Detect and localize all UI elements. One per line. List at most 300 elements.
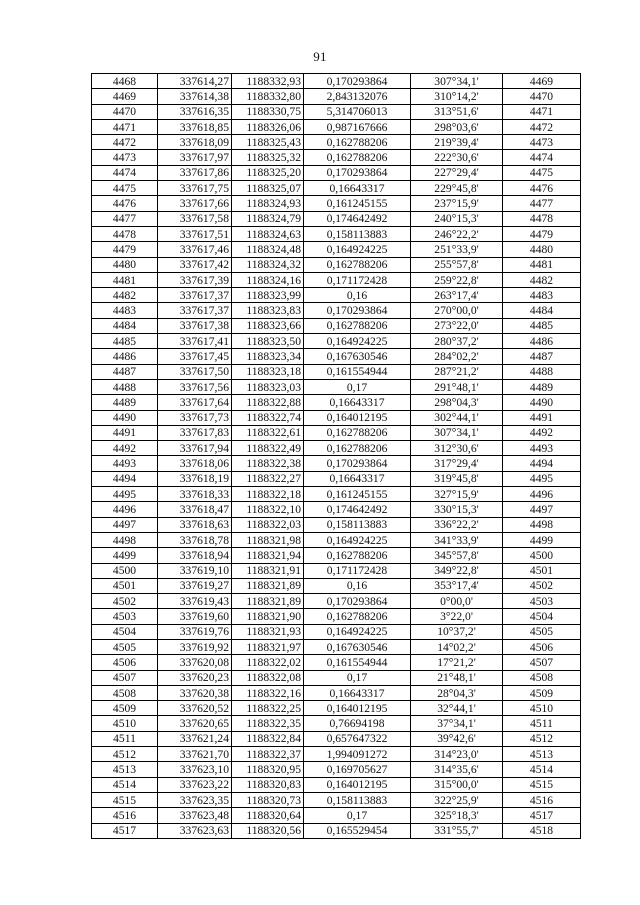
bearing-cell: 317°29,4'	[411, 456, 503, 471]
bearing-cell: 259°22,8'	[411, 272, 503, 287]
next-point-cell: 4487	[503, 349, 581, 364]
next-point-cell: 4469	[503, 74, 581, 89]
table-row	[92, 104, 581, 119]
y-coordinate-cell: 1188324,16	[232, 272, 304, 287]
y-coordinate-cell: 1188325,07	[232, 181, 304, 196]
distance-cell: 0,171172428	[304, 272, 411, 287]
table-row	[92, 211, 581, 226]
y-coordinate-cell: 1188322,84	[232, 731, 304, 746]
next-point-cell: 4475	[503, 165, 581, 180]
bearing-cell: 312°30,6'	[411, 441, 503, 456]
distance-cell: 0,17	[304, 379, 411, 394]
point-number-cell: 4503	[92, 609, 158, 624]
point-number-cell: 4484	[92, 318, 158, 333]
x-coordinate-cell: 337617,37	[158, 303, 232, 318]
y-coordinate-cell: 1188325,32	[232, 150, 304, 165]
point-number-cell: 4480	[92, 257, 158, 272]
next-point-cell: 4501	[503, 563, 581, 578]
next-point-cell: 4506	[503, 639, 581, 654]
next-point-cell: 4483	[503, 288, 581, 303]
next-point-cell: 4498	[503, 517, 581, 532]
next-point-cell: 4510	[503, 701, 581, 716]
point-number-cell: 4512	[92, 747, 158, 762]
table-row	[92, 74, 581, 89]
y-coordinate-cell: 1188322,38	[232, 456, 304, 471]
next-point-cell: 4478	[503, 211, 581, 226]
bearing-cell: 307°34,1'	[411, 74, 503, 89]
point-number-cell: 4498	[92, 532, 158, 547]
x-coordinate-cell: 337618,19	[158, 471, 232, 486]
x-coordinate-cell: 337617,86	[158, 165, 232, 180]
x-coordinate-cell: 337618,85	[158, 119, 232, 134]
table-row	[92, 379, 581, 394]
x-coordinate-cell: 337617,41	[158, 334, 232, 349]
table-row	[92, 165, 581, 180]
point-number-cell: 4506	[92, 655, 158, 670]
next-point-cell: 4512	[503, 731, 581, 746]
table-row	[92, 242, 581, 257]
point-number-cell: 4471	[92, 119, 158, 134]
bearing-cell: 353°17,4'	[411, 578, 503, 593]
bearing-cell: 315°00,0'	[411, 777, 503, 792]
distance-cell: 0,161554944	[304, 655, 411, 670]
table-row	[92, 747, 581, 762]
x-coordinate-cell: 337616,35	[158, 104, 232, 119]
point-number-cell: 4482	[92, 288, 158, 303]
next-point-cell: 4504	[503, 609, 581, 624]
table-row	[92, 808, 581, 823]
distance-cell: 0,987167666	[304, 119, 411, 134]
bearing-cell: 302°44,1'	[411, 410, 503, 425]
next-point-cell: 4488	[503, 364, 581, 379]
distance-cell: 0,164924225	[304, 334, 411, 349]
bearing-cell: 237°15,9'	[411, 196, 503, 211]
y-coordinate-cell: 1188322,61	[232, 425, 304, 440]
y-coordinate-cell: 1188320,56	[232, 823, 304, 838]
x-coordinate-cell: 337617,56	[158, 379, 232, 394]
y-coordinate-cell: 1188332,93	[232, 74, 304, 89]
y-coordinate-cell: 1188324,93	[232, 196, 304, 211]
x-coordinate-cell: 337618,06	[158, 456, 232, 471]
bearing-cell: 229°45,8'	[411, 181, 503, 196]
y-coordinate-cell: 1188324,32	[232, 257, 304, 272]
y-coordinate-cell: 1188322,74	[232, 410, 304, 425]
distance-cell: 0,16643317	[304, 685, 411, 700]
y-coordinate-cell: 1188322,08	[232, 670, 304, 685]
table-row	[92, 517, 581, 532]
point-number-cell: 4511	[92, 731, 158, 746]
next-point-cell: 4511	[503, 716, 581, 731]
bearing-cell: 222°30,6'	[411, 150, 503, 165]
table-row	[92, 471, 581, 486]
y-coordinate-cell: 1188321,98	[232, 532, 304, 547]
point-number-cell: 4496	[92, 502, 158, 517]
y-coordinate-cell: 1188322,10	[232, 502, 304, 517]
distance-cell: 0,164924225	[304, 242, 411, 257]
y-coordinate-cell: 1188322,16	[232, 685, 304, 700]
distance-cell: 0,162788206	[304, 135, 411, 150]
y-coordinate-cell: 1188321,90	[232, 609, 304, 624]
next-point-cell: 4516	[503, 792, 581, 807]
table-row	[92, 349, 581, 364]
distance-cell: 0,162788206	[304, 609, 411, 624]
next-point-cell: 4492	[503, 425, 581, 440]
point-number-cell: 4474	[92, 165, 158, 180]
next-point-cell: 4494	[503, 456, 581, 471]
bearing-cell: 246°22,2'	[411, 226, 503, 241]
table-row	[92, 410, 581, 425]
next-point-cell: 4496	[503, 487, 581, 502]
x-coordinate-cell: 337620,52	[158, 701, 232, 716]
distance-cell: 0,171172428	[304, 563, 411, 578]
distance-cell: 0,170293864	[304, 303, 411, 318]
x-coordinate-cell: 337617,39	[158, 272, 232, 287]
next-point-cell: 4479	[503, 226, 581, 241]
bearing-cell: 273°22,0'	[411, 318, 503, 333]
x-coordinate-cell: 337617,83	[158, 425, 232, 440]
bearing-cell: 298°03,6'	[411, 119, 503, 134]
point-number-cell: 4500	[92, 563, 158, 578]
table-row	[92, 823, 581, 838]
bearing-cell: 10°37,2'	[411, 624, 503, 639]
distance-cell: 0,162788206	[304, 150, 411, 165]
point-number-cell: 4481	[92, 272, 158, 287]
point-number-cell: 4499	[92, 548, 158, 563]
y-coordinate-cell: 1188332,80	[232, 89, 304, 104]
distance-cell: 0,158113883	[304, 226, 411, 241]
bearing-cell: 0°00,0'	[411, 594, 503, 609]
x-coordinate-cell: 337617,45	[158, 349, 232, 364]
next-point-cell: 4471	[503, 104, 581, 119]
distance-cell: 0,161245155	[304, 196, 411, 211]
bearing-cell: 28°04,3'	[411, 685, 503, 700]
point-number-cell: 4508	[92, 685, 158, 700]
next-point-cell: 4489	[503, 379, 581, 394]
table-row	[92, 272, 581, 287]
table-row	[92, 563, 581, 578]
table-row	[92, 609, 581, 624]
distance-cell: 0,17	[304, 670, 411, 685]
x-coordinate-cell: 337619,43	[158, 594, 232, 609]
x-coordinate-cell: 337619,27	[158, 578, 232, 593]
distance-cell: 0,167630546	[304, 349, 411, 364]
table-row	[92, 441, 581, 456]
distance-cell: 0,164924225	[304, 624, 411, 639]
bearing-cell: 3°22,0'	[411, 609, 503, 624]
next-point-cell: 4499	[503, 532, 581, 547]
point-number-cell: 4492	[92, 441, 158, 456]
bearing-cell: 255°57,8'	[411, 257, 503, 272]
next-point-cell: 4486	[503, 334, 581, 349]
next-point-cell: 4480	[503, 242, 581, 257]
table-row	[92, 578, 581, 593]
table-row	[92, 777, 581, 792]
bearing-cell: 240°15,3'	[411, 211, 503, 226]
bearing-cell: 327°15,9'	[411, 487, 503, 502]
y-coordinate-cell: 1188320,73	[232, 792, 304, 807]
bearing-cell: 330°15,3'	[411, 502, 503, 517]
distance-cell: 0,170293864	[304, 456, 411, 471]
x-coordinate-cell: 337620,65	[158, 716, 232, 731]
x-coordinate-cell: 337619,60	[158, 609, 232, 624]
point-number-cell: 4490	[92, 410, 158, 425]
next-point-cell: 4517	[503, 808, 581, 823]
distance-cell: 0,164924225	[304, 532, 411, 547]
y-coordinate-cell: 1188321,91	[232, 563, 304, 578]
x-coordinate-cell: 337618,63	[158, 517, 232, 532]
distance-cell: 0,16	[304, 288, 411, 303]
y-coordinate-cell: 1188321,89	[232, 578, 304, 593]
next-point-cell: 4502	[503, 578, 581, 593]
bearing-cell: 251°33,9'	[411, 242, 503, 257]
table-row	[92, 364, 581, 379]
point-number-cell: 4475	[92, 181, 158, 196]
point-number-cell: 4479	[92, 242, 158, 257]
table-row	[92, 792, 581, 807]
x-coordinate-cell: 337614,38	[158, 89, 232, 104]
x-coordinate-cell: 337617,51	[158, 226, 232, 241]
coordinates-table	[91, 73, 581, 839]
point-number-cell: 4515	[92, 792, 158, 807]
distance-cell: 0,162788206	[304, 257, 411, 272]
distance-cell: 1,994091272	[304, 747, 411, 762]
bearing-cell: 319°45,8'	[411, 471, 503, 486]
table-row	[92, 181, 581, 196]
next-point-cell: 4507	[503, 655, 581, 670]
distance-cell: 0,657647322	[304, 731, 411, 746]
next-point-cell: 4515	[503, 777, 581, 792]
y-coordinate-cell: 1188326,06	[232, 119, 304, 134]
next-point-cell: 4491	[503, 410, 581, 425]
bearing-cell: 314°23,0'	[411, 747, 503, 762]
bearing-cell: 37°34,1'	[411, 716, 503, 731]
point-number-cell: 4504	[92, 624, 158, 639]
bearing-cell: 17°21,2'	[411, 655, 503, 670]
table-row	[92, 624, 581, 639]
bearing-cell: 280°37,2'	[411, 334, 503, 349]
table-row	[92, 303, 581, 318]
x-coordinate-cell: 337617,75	[158, 181, 232, 196]
bearing-cell: 270°00,0'	[411, 303, 503, 318]
distance-cell: 0,170293864	[304, 165, 411, 180]
table-row	[92, 318, 581, 333]
table-row	[92, 196, 581, 211]
point-number-cell: 4468	[92, 74, 158, 89]
x-coordinate-cell: 337614,27	[158, 74, 232, 89]
point-number-cell: 4507	[92, 670, 158, 685]
y-coordinate-cell: 1188323,03	[232, 379, 304, 394]
y-coordinate-cell: 1188322,27	[232, 471, 304, 486]
distance-cell: 0,170293864	[304, 74, 411, 89]
x-coordinate-cell: 337617,37	[158, 288, 232, 303]
y-coordinate-cell: 1188322,37	[232, 747, 304, 762]
point-number-cell: 4478	[92, 226, 158, 241]
next-point-cell: 4490	[503, 395, 581, 410]
x-coordinate-cell: 337620,23	[158, 670, 232, 685]
next-point-cell: 4518	[503, 823, 581, 838]
table-row	[92, 594, 581, 609]
table-row	[92, 716, 581, 731]
x-coordinate-cell: 337617,46	[158, 242, 232, 257]
x-coordinate-cell: 337620,08	[158, 655, 232, 670]
table-row	[92, 762, 581, 777]
point-number-cell: 4510	[92, 716, 158, 731]
y-coordinate-cell: 1188325,43	[232, 135, 304, 150]
point-number-cell: 4505	[92, 639, 158, 654]
distance-cell: 0,161554944	[304, 364, 411, 379]
x-coordinate-cell: 337617,38	[158, 318, 232, 333]
distance-cell: 0,165529454	[304, 823, 411, 838]
bearing-cell: 313°51,6'	[411, 104, 503, 119]
y-coordinate-cell: 1188321,89	[232, 594, 304, 609]
next-point-cell: 4470	[503, 89, 581, 104]
next-point-cell: 4474	[503, 150, 581, 165]
distance-cell: 0,16	[304, 578, 411, 593]
table-row	[92, 334, 581, 349]
bearing-cell: 284°02,2'	[411, 349, 503, 364]
next-point-cell: 4493	[503, 441, 581, 456]
distance-cell: 0,158113883	[304, 517, 411, 532]
distance-cell: 0,174642492	[304, 502, 411, 517]
x-coordinate-cell: 337618,33	[158, 487, 232, 502]
x-coordinate-cell: 337617,64	[158, 395, 232, 410]
x-coordinate-cell: 337617,58	[158, 211, 232, 226]
bearing-cell: 314°35,6'	[411, 762, 503, 777]
next-point-cell: 4485	[503, 318, 581, 333]
y-coordinate-cell: 1188322,49	[232, 441, 304, 456]
next-point-cell: 4497	[503, 502, 581, 517]
point-number-cell: 4513	[92, 762, 158, 777]
x-coordinate-cell: 337619,92	[158, 639, 232, 654]
bearing-cell: 345°57,8'	[411, 548, 503, 563]
next-point-cell: 4503	[503, 594, 581, 609]
distance-cell: 5,314706013	[304, 104, 411, 119]
bearing-cell: 32°44,1'	[411, 701, 503, 716]
distance-cell: 0,162788206	[304, 318, 411, 333]
x-coordinate-cell: 337623,10	[158, 762, 232, 777]
next-point-cell: 4484	[503, 303, 581, 318]
x-coordinate-cell: 337618,94	[158, 548, 232, 563]
x-coordinate-cell: 337618,47	[158, 502, 232, 517]
point-number-cell: 4489	[92, 395, 158, 410]
point-number-cell: 4509	[92, 701, 158, 716]
table-body	[92, 74, 581, 839]
table-row	[92, 89, 581, 104]
point-number-cell: 4495	[92, 487, 158, 502]
bearing-cell: 287°21,2'	[411, 364, 503, 379]
point-number-cell: 4516	[92, 808, 158, 823]
y-coordinate-cell: 1188324,63	[232, 226, 304, 241]
table-row	[92, 425, 581, 440]
point-number-cell: 4469	[92, 89, 158, 104]
table-row	[92, 487, 581, 502]
y-coordinate-cell: 1188320,95	[232, 762, 304, 777]
x-coordinate-cell: 337623,63	[158, 823, 232, 838]
y-coordinate-cell: 1188322,02	[232, 655, 304, 670]
next-point-cell: 4505	[503, 624, 581, 639]
x-coordinate-cell: 337619,10	[158, 563, 232, 578]
next-point-cell: 4476	[503, 181, 581, 196]
point-number-cell: 4497	[92, 517, 158, 532]
next-point-cell: 4482	[503, 272, 581, 287]
distance-cell: 0,170293864	[304, 594, 411, 609]
bearing-cell: 227°29,4'	[411, 165, 503, 180]
x-coordinate-cell: 337617,94	[158, 441, 232, 456]
distance-cell: 0,16643317	[304, 471, 411, 486]
distance-cell: 0,162788206	[304, 425, 411, 440]
bearing-cell: 263°17,4'	[411, 288, 503, 303]
y-coordinate-cell: 1188321,97	[232, 639, 304, 654]
point-number-cell: 4493	[92, 456, 158, 471]
distance-cell: 2,843132076	[304, 89, 411, 104]
y-coordinate-cell: 1188322,35	[232, 716, 304, 731]
next-point-cell: 4508	[503, 670, 581, 685]
x-coordinate-cell: 337621,24	[158, 731, 232, 746]
point-number-cell: 4472	[92, 135, 158, 150]
bearing-cell: 331°55,7'	[411, 823, 503, 838]
y-coordinate-cell: 1188320,83	[232, 777, 304, 792]
bearing-cell: 336°22,2'	[411, 517, 503, 532]
x-coordinate-cell: 337623,35	[158, 792, 232, 807]
point-number-cell: 4487	[92, 364, 158, 379]
next-point-cell: 4509	[503, 685, 581, 700]
page-number: 91	[313, 49, 327, 64]
next-point-cell: 4473	[503, 135, 581, 150]
y-coordinate-cell: 1188321,93	[232, 624, 304, 639]
distance-cell: 0,16643317	[304, 395, 411, 410]
distance-cell: 0,174642492	[304, 211, 411, 226]
bearing-cell: 21°48,1'	[411, 670, 503, 685]
table-row	[92, 731, 581, 746]
bearing-cell: 325°18,3'	[411, 808, 503, 823]
table-row	[92, 288, 581, 303]
table-row	[92, 548, 581, 563]
y-coordinate-cell: 1188325,20	[232, 165, 304, 180]
x-coordinate-cell: 337620,38	[158, 685, 232, 700]
x-coordinate-cell: 337623,48	[158, 808, 232, 823]
point-number-cell: 4473	[92, 150, 158, 165]
bearing-cell: 14°02,2'	[411, 639, 503, 654]
next-point-cell: 4495	[503, 471, 581, 486]
x-coordinate-cell: 337623,22	[158, 777, 232, 792]
distance-cell: 0,162788206	[304, 441, 411, 456]
y-coordinate-cell: 1188321,94	[232, 548, 304, 563]
bearing-cell: 219°39,4'	[411, 135, 503, 150]
bearing-cell: 298°04,3'	[411, 395, 503, 410]
distance-cell: 0,164012195	[304, 701, 411, 716]
distance-cell: 0,169705627	[304, 762, 411, 777]
table-row	[92, 685, 581, 700]
y-coordinate-cell: 1188323,99	[232, 288, 304, 303]
point-number-cell: 4485	[92, 334, 158, 349]
table-row	[92, 701, 581, 716]
x-coordinate-cell: 337617,66	[158, 196, 232, 211]
table-row	[92, 502, 581, 517]
x-coordinate-cell: 337617,50	[158, 364, 232, 379]
point-number-cell: 4517	[92, 823, 158, 838]
distance-cell: 0,164012195	[304, 777, 411, 792]
table-row	[92, 670, 581, 685]
y-coordinate-cell: 1188323,83	[232, 303, 304, 318]
next-point-cell: 4477	[503, 196, 581, 211]
y-coordinate-cell: 1188323,34	[232, 349, 304, 364]
next-point-cell: 4514	[503, 762, 581, 777]
point-number-cell: 4476	[92, 196, 158, 211]
bearing-cell: 322°25,9'	[411, 792, 503, 807]
point-number-cell: 4483	[92, 303, 158, 318]
y-coordinate-cell: 1188324,48	[232, 242, 304, 257]
next-point-cell: 4500	[503, 548, 581, 563]
